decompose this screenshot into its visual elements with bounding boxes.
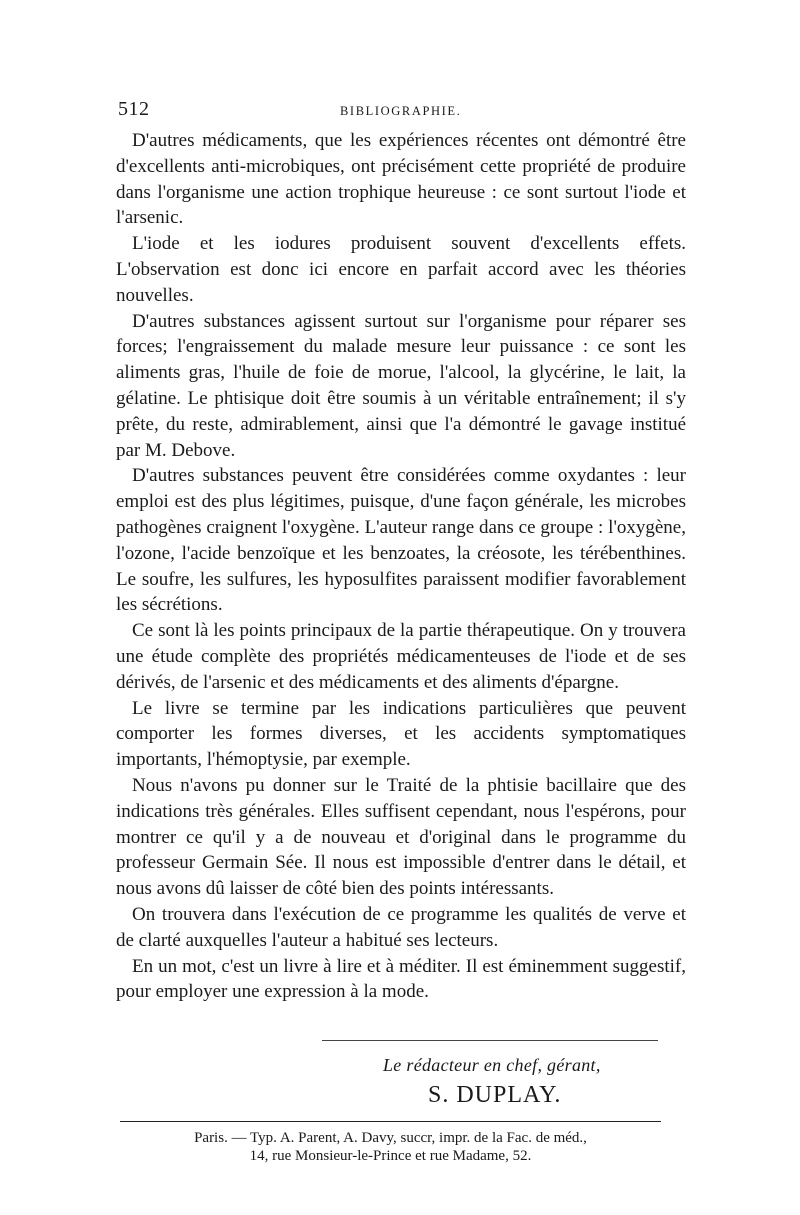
signature-name: S. DUPLAY. [428, 1082, 562, 1108]
paragraph: En un mot, c'est un livre à lire et à méditer. Il est éminemment suggestif, pour employer une expression à la mode. [116, 955, 686, 1003]
running-head [118, 98, 688, 124]
imprint-divider [120, 1121, 661, 1122]
paragraph: D'autres substances agissent surtout sur l'organisme pour réparer ses forces; l'engraissement du malade mesure leur puissance : ce sont les aliments gras, l'huile de foie de morue, l'alcool, la glycérine, le lait, la gélatine. Le phtisique doit être soumis à un véritable entraînement; il s'y prête, du reste, admirablement, ainsi que l'a démontré le gavage institué par M. Debove. [116, 310, 686, 461]
running-title: BIBLIOGRAPHIE. [340, 104, 462, 118]
paragraph: Ce sont là les points principaux de la partie thérapeutique. On y trouvera une étude complète des propriétés médicamenteuses de l'iode et de ses dérivés, de l'arsenic et des médicaments et des aliments d'épargne. [116, 620, 686, 693]
paragraph: D'autres substances peuvent être considérées comme oxydantes : leur emploi est des plus légitimes, puisque, d'une façon générale, les microbes pathogènes craignent l'oxygène. L'auteur range dans ce groupe : l'oxygène, l'ozone, l'acide benzoïque et les benzoates, la créosote, les térébenthines. Le soufre, les sulfures, les hyposulfites paraissent modifier favorablement les sécrétions. [116, 465, 686, 616]
paragraph: Le livre se termine par les indications particulières que peuvent comporter les formes diverses, et les accidents symptomatiques importants, l'hémoptysie, par exemple. [116, 697, 686, 771]
paragraph: On trouvera dans l'exécution de ce programme les qualités de verve et de clarté auxquelles l'auteur a habitué ses lecteurs. [116, 903, 686, 951]
paragraph: L'iode et les iodures produisent souvent d'excellents effets. L'observation est donc ici encore en parfait accord avec les théories nouvelles. [116, 233, 686, 306]
imprint-line: Paris. — Typ. A. Parent, A. Davy, succr, impr. de la Fac. de méd., [194, 1130, 587, 1146]
body-text [116, 128, 686, 1005]
imprint-line: 14, rue Monsieur-le-Prince et rue Madame, 52. [249, 1148, 532, 1164]
paragraph: D'autres médicaments, que les expériences récentes ont démontré être d'excellents anti-microbiques, ont précisément cette propriété de produire dans l'organisme une action trophique heureuse : ce sont surtout l'iode et l'arsenic. [116, 130, 686, 229]
page-number: 512 [118, 98, 150, 120]
signature-role: Le rédacteur en chef, gérant, [383, 1055, 601, 1075]
printer-imprint [120, 1129, 661, 1165]
paragraph: Nous n'avons pu donner sur le Traité de la phtisie bacillaire que des indications très générales. Elles suffisent cependant, nous l'espérons, pour montrer ce qu'il y a de nouveau et d'original dans le programme du professeur Germain Sée. Il nous est impossible d'entrer dans le détail, et nous avons dû laisser de côté bien des points intéressants. [116, 774, 686, 900]
signature-divider [322, 1040, 658, 1041]
